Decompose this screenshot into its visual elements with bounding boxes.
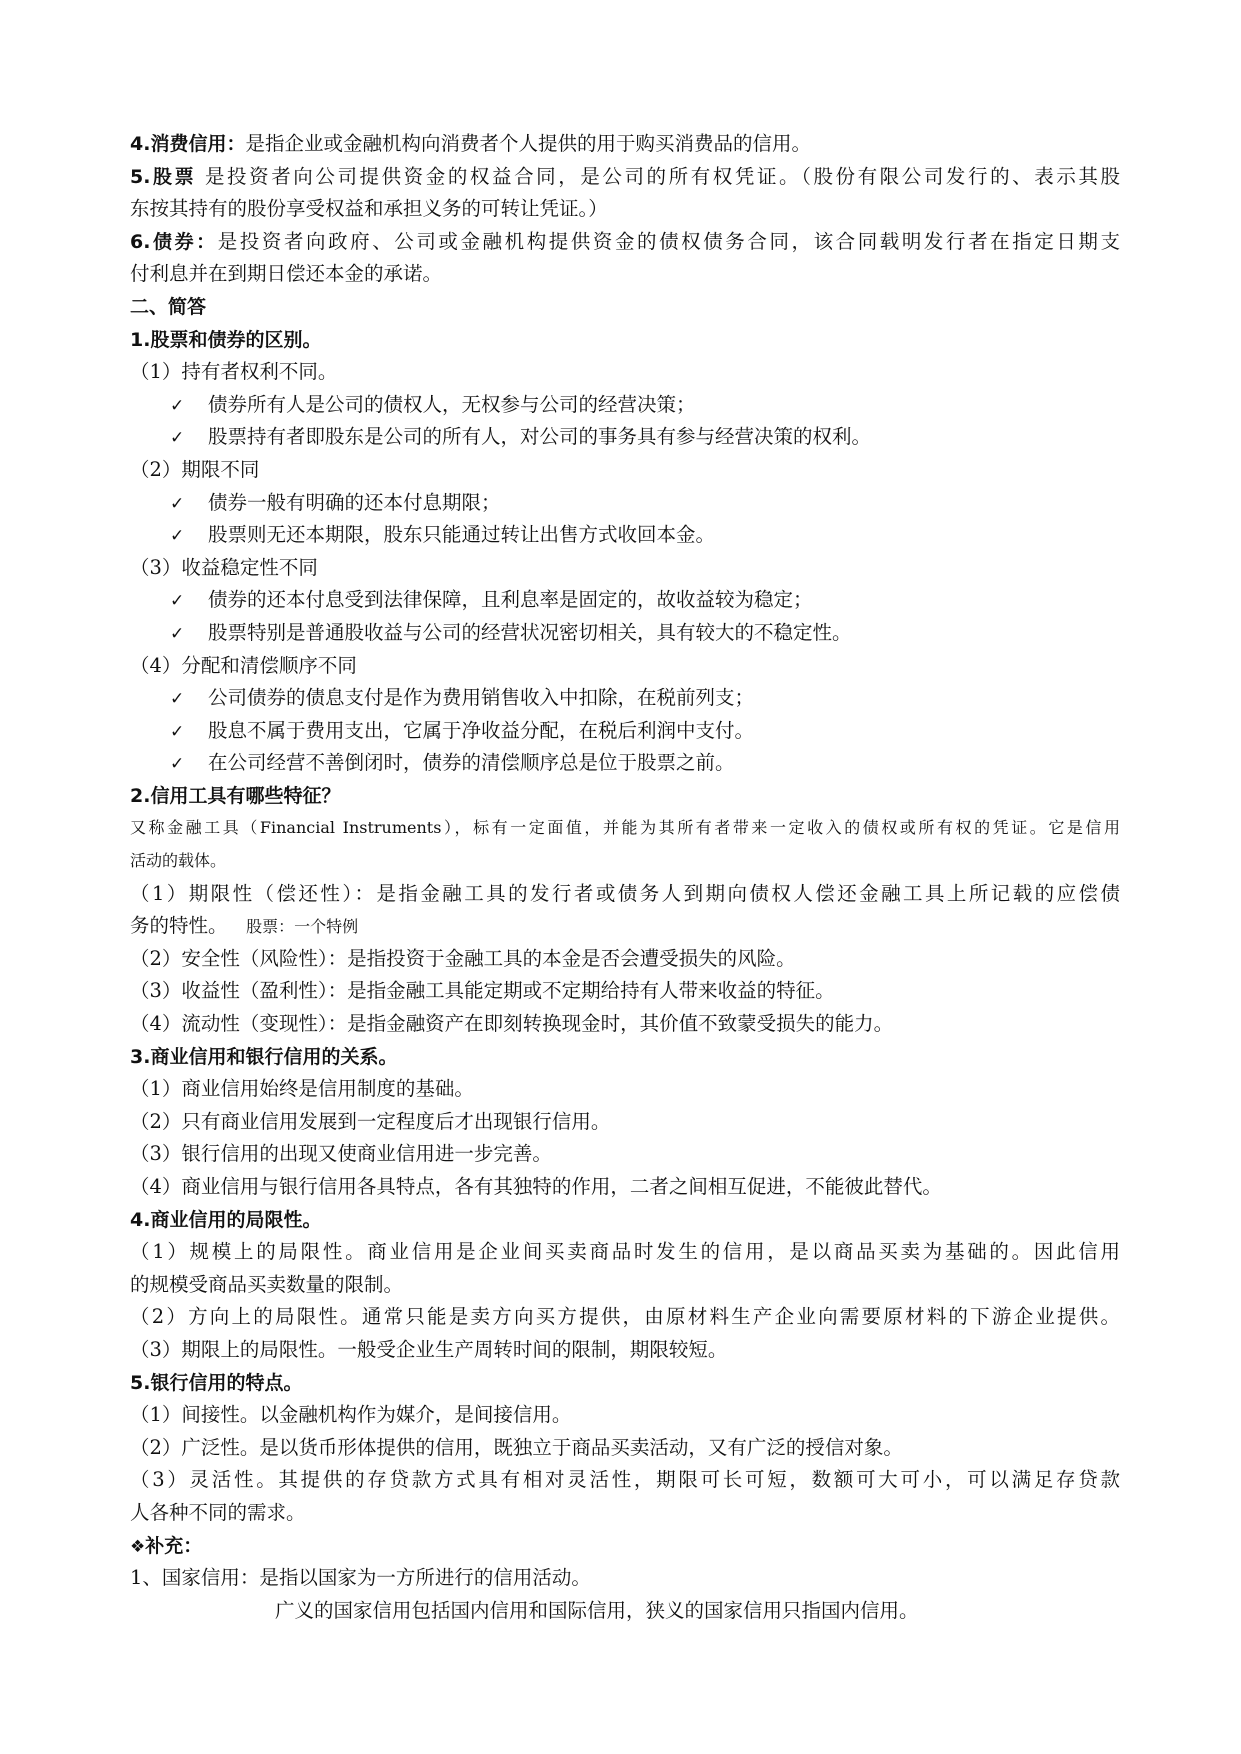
- definition-bond-cont: 付利息并在到期日偿还本金的承诺。: [130, 262, 443, 286]
- list-item-text: 债券所有人是公司的债权人，无权参与公司的经营决策；: [208, 392, 696, 416]
- question-title: 5.银行信用的特点。: [130, 1371, 303, 1394]
- check-icon: ✓: [170, 623, 185, 644]
- definition-bond: [130, 226, 1120, 259]
- supplement-line-1: 1、国家信用：是指以国家为一方所进行的信用活动。: [130, 1566, 591, 1590]
- list-item: （1）商业信用始终是信用制度的基础。: [130, 1077, 474, 1101]
- check-icon: ✓: [170, 754, 185, 775]
- list-item: （2）只有商业信用发展到一定程度后才出现银行信用。: [130, 1109, 611, 1133]
- list-item: （4）商业信用与银行信用各具特点，各有其独特的作用，二者之间相互促进，不能彼此替代。: [130, 1175, 942, 1198]
- list-item: [130, 584, 1120, 617]
- trait-2: （2）广泛性。是以货币形体提供的信用，既独立于商品买卖活动，又有广泛的授信对象。: [130, 1435, 903, 1459]
- list-item: [130, 682, 1120, 715]
- feature-4: （4）流动性（变现性）：是指金融资产在即刻转换现金时，其价值不致蒙受损失的能力。: [130, 1012, 894, 1036]
- check-icon: ✓: [170, 493, 185, 514]
- question-title: 4.商业信用的局限性。: [130, 1208, 322, 1231]
- limit-3: （3）期限上的局限性。一般受企业生产周转时间的限制，期限较短。: [130, 1337, 728, 1361]
- diamond-bullet-icon: ❖: [130, 1536, 146, 1557]
- list-item: [130, 715, 1120, 748]
- definition-consumer-credit: [130, 128, 1120, 161]
- term-label: 4.消费信用: [130, 133, 227, 155]
- list-item-text: 股票则无还本期限，股东只能通过转让出售方式收回本金。: [208, 523, 716, 547]
- list-item-text: 在公司经营不善倒闭时，债券的清偿顺序总是位于股票之前。: [208, 751, 735, 775]
- trait-3: （3）灵活性。其提供的存贷款方式具有相对灵活性，期限可长可短，数额可大可小，可以满足存贷款: [130, 1468, 1120, 1492]
- list-item: [130, 487, 1120, 520]
- check-icon: ✓: [170, 721, 185, 742]
- list-item-text: 债券一般有明确的还本付息期限；: [208, 490, 501, 514]
- definition-text: 是投资者向政府、公司或金融机构提供资金的债权债务合同，该合同载明发行者在指定日期支: [217, 229, 1120, 253]
- term-label: 5.股票: [130, 165, 197, 188]
- document-page: [130, 128, 1120, 1627]
- group-label: （1）持有者权利不同。: [130, 360, 338, 384]
- intro-text-cont: 活动的载体。: [130, 851, 227, 871]
- feature-1-cont-text: 务的特性。: [130, 914, 228, 938]
- list-item-text: 债券的还本付息受到法律保障，且利息率是固定的，故收益较为稳定；: [208, 588, 813, 612]
- term-separator: [196, 165, 205, 188]
- group-label: （3）收益稳定性不同: [130, 555, 318, 579]
- feature-2: （2）安全性（风险性）：是指投资于金融工具的本金是否会遭受损失的风险。: [130, 946, 796, 970]
- list-item: [130, 389, 1120, 422]
- intro-text: 又称金融工具（Financial Instruments），标有一定面值，并能为其所有者带来一定收入的债权或所有权的凭证。它是信用: [130, 818, 1120, 838]
- definition-text: 是指企业或金融机构向消费者个人提供的用于购买消费品的信用。: [245, 132, 811, 155]
- limit-1-cont: 的规模受商品买卖数量的限制。: [130, 1272, 404, 1296]
- definition-text: 是投资者向公司提供资金的权益合同，是公司的所有权凭证。（股份有限公司发行的、表示其股: [204, 164, 1120, 188]
- list-item: （3）银行信用的出现又使商业信用进一步完善。: [130, 1142, 552, 1166]
- feature-1: （1）期限性（偿还性）：是指金融工具的发行者或债务人到期向债权人偿还金融工具上所记载的应偿债: [130, 881, 1120, 905]
- check-icon: ✓: [170, 428, 185, 449]
- check-icon: ✓: [170, 689, 185, 710]
- list-item-text: 公司债券的债息支付是作为费用销售收入中扣除，在税前列支；: [208, 686, 755, 710]
- check-icon: ✓: [170, 591, 185, 612]
- feature-1-note: 股票：一个特例: [246, 917, 359, 937]
- term-label: 6.债券: [130, 230, 197, 253]
- list-item: [130, 747, 1120, 780]
- check-icon: ✓: [170, 526, 185, 547]
- definition-stock: [130, 161, 1120, 194]
- list-item: [130, 519, 1120, 552]
- supplement-line-2: 广义的国家信用包括国内信用和国际信用，狭义的国家信用只指国内信用。: [275, 1598, 919, 1622]
- limit-1: （1）规模上的局限性。商业信用是企业间买卖商品时发生的信用，是以商品买卖为基础的。因此信用: [130, 1240, 1120, 1264]
- term-separator: ：: [226, 133, 246, 155]
- list-item: [130, 617, 1120, 650]
- list-item-text: 股票持有者即股东是公司的所有人，对公司的事务具有参与经营决策的权利。: [208, 425, 872, 449]
- section-title: 二、简答: [130, 295, 207, 318]
- list-item: [130, 421, 1120, 454]
- list-item-text: 股票特别是普通股收益与公司的经营状况密切相关，具有较大的不稳定性。: [208, 620, 852, 644]
- supplement-title-text: 补充：: [145, 1534, 203, 1557]
- limit-2: （2）方向上的局限性。通常只能是卖方向买方提供，由原材料生产企业向需要原材料的下游企业提供。: [130, 1305, 1120, 1329]
- question-title: 3.商业信用和银行信用的关系。: [130, 1045, 398, 1068]
- definition-stock-cont: 东按其持有的股份享受权益和承担义务的可转让凭证。）: [130, 197, 608, 221]
- check-icon: ✓: [170, 395, 185, 416]
- feature-1-cont: [130, 910, 1120, 943]
- group-label: （2）期限不同: [130, 457, 260, 481]
- trait-3-cont: 人各种不同的需求。: [130, 1500, 306, 1524]
- question-title: 2.信用工具有哪些特征？: [130, 784, 341, 807]
- question-title: 1.股票和债券的区别。: [130, 328, 322, 351]
- list-item-text: 股息不属于费用支出，它属于净收益分配，在税后利润中支付。: [208, 718, 755, 742]
- trait-1: （1）间接性。以金融机构作为媒介，是间接信用。: [130, 1403, 572, 1427]
- supplement-title: [130, 1530, 1120, 1563]
- feature-3: （3）收益性（盈利性）：是指金融工具能定期或不定期给持有人带来收益的特征。: [130, 979, 835, 1003]
- term-separator: ：: [196, 230, 218, 253]
- group-label: （4）分配和清偿顺序不同: [130, 653, 357, 677]
